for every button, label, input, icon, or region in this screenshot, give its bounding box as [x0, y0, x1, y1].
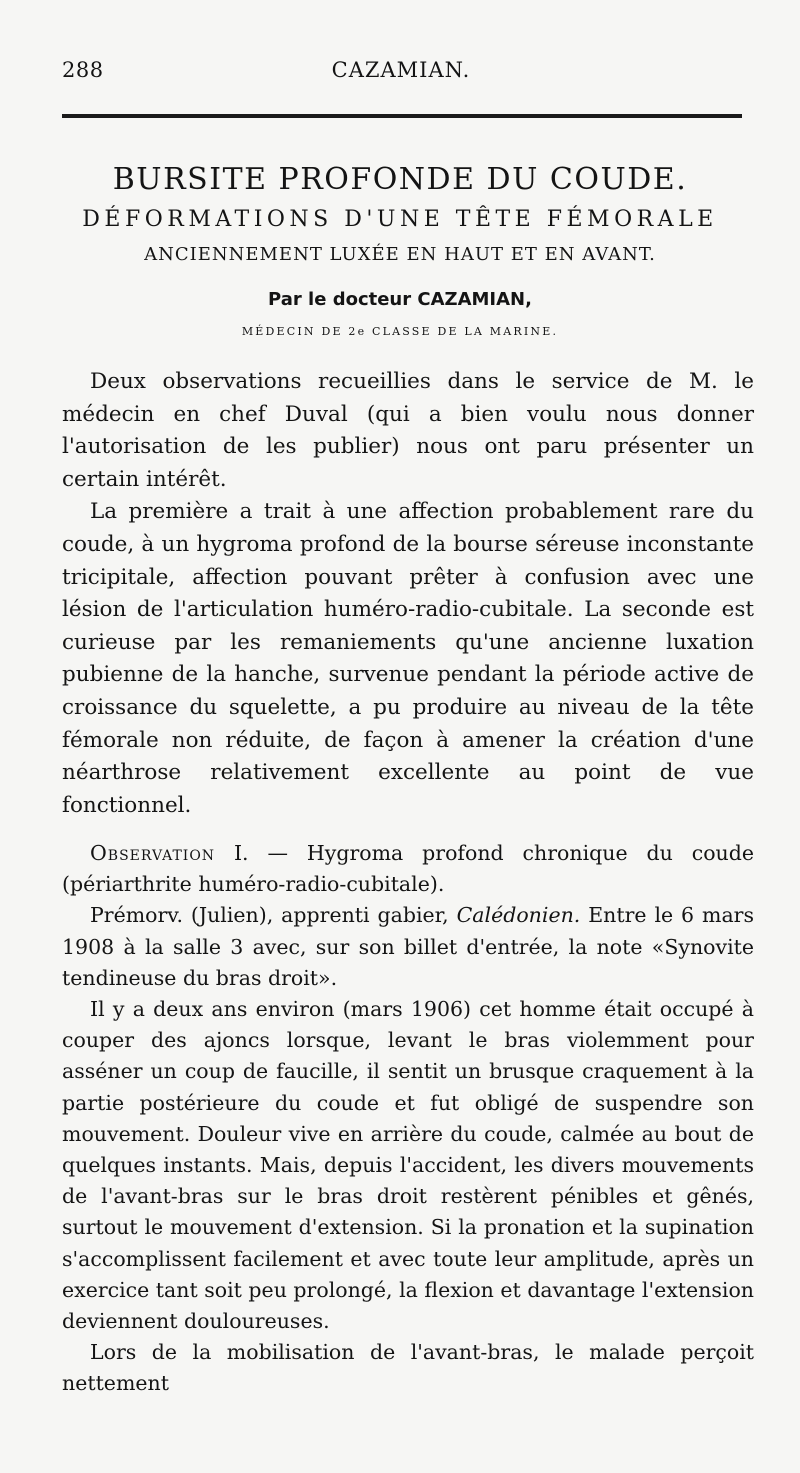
page-number: 288	[62, 58, 104, 82]
article-subtitle-2: ANCIENNEMENT LUXÉE EN HAUT ET EN AVANT.	[144, 244, 656, 265]
author-grade: MÉDECIN DE 2e CLASSE DE LA MARINE.	[241, 325, 559, 338]
observation-heading	[62, 838, 754, 900]
article-title: BURSITE PROFONDE DU COUDE.	[112, 162, 688, 197]
header-rule	[62, 114, 742, 118]
observation-section	[62, 838, 754, 1400]
author-line: Par le docteur CAZAMIAN,	[268, 289, 532, 310]
admission-note: Entre le 6 mars 1908 à la salle 3 avec, sur son billet d'entrée, la note «Synovite tendineuse du bras droit».	[62, 903, 754, 990]
introduction	[62, 366, 754, 822]
observation-paragraph: Il y a deux ans environ (mars 1906) cet homme était occupé à couper des ajoncs lorsque, levant le bras violemment pour asséner un coup de faucille, il sentit un brusque craquement à la partie postérieure du coude et fut obligé de suspendre son mouvement. Douleur vive en arrière du coude, calmée au bout de quelques instants. Mais, depuis l'accident, les divers mouvements de l'avant-bras sur le bras droit restèrent pénibles et gênés, surtout le mouvement d'extension. Si la pronation et la supination s'accomplissent facilement et avec toute leur amplitude, après un exercice tant soit peu prolongé, la flexion et davantage l'extension deviennent douloureuses.	[62, 997, 754, 1334]
intro-paragraph: Deux observations recueillies dans le service de M. le médecin en chef Duval (qui a bien voulu nous donner l'autorisation de les publier) nous ont paru présenter un certain intérêt.	[62, 369, 754, 492]
observation-paragraph: Lors de la mobilisation de l'avant-bras, le malade perçoit nettement	[62, 1340, 754, 1396]
intro-paragraph: La première a trait à une affection probablement rare du coude, à un hygroma profond de la bourse séreuse inconstante tricipitale, affection pouvant prêter à confusion avec une lésion de l'articulation huméro-radio-cubitale. La seconde est curieuse par les remaniements qu'une ancienne luxation pubienne de la hanche, survenue pendant la période active de croissance du squelette, a pu produire au niveau de la tête fémorale non réduite, de façon à amener la création d'une néarthrose relativement excellente au point de vue fonctionnel.	[62, 499, 754, 818]
patient-origin: Calédonien.	[456, 903, 581, 928]
observation-title: I. — Hygroma profond chronique du coude (périarthrite huméro-radio-cubitale).	[62, 841, 754, 897]
observation-label: Observation	[90, 841, 216, 865]
article-title-block	[0, 160, 800, 340]
article-subtitle: DÉFORMATIONS D'UNE TÊTE FÉMORALE	[82, 207, 718, 232]
running-title: CAZAMIAN.	[331, 58, 471, 82]
running-header	[62, 58, 740, 94]
patient-intro: Prémorv. (Julien), apprenti gabier,	[90, 903, 457, 928]
observation-paragraph	[62, 900, 754, 994]
